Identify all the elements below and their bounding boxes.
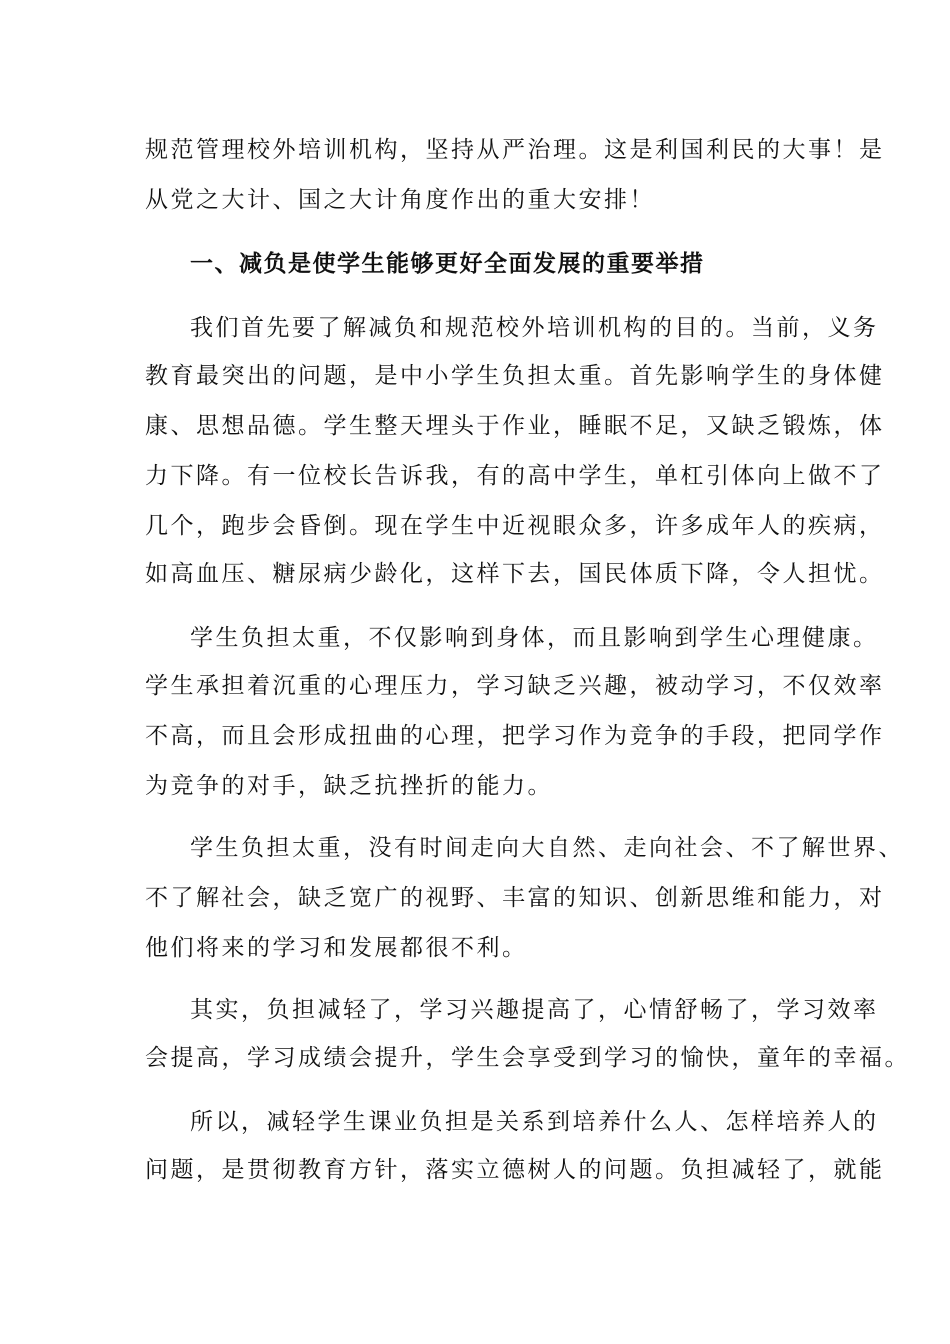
paragraph-1-line-6: 如高血压、糖尿病少龄化，这样下去，国民体质下降，令人担忧。 bbox=[145, 561, 885, 587]
paragraph-1-line-2: 教育最突出的问题，是中小学生负担太重。首先影响学生的身体健 bbox=[145, 363, 885, 389]
section-heading: 一、减负是使学生能够更好全面发展的重要举措 bbox=[190, 251, 705, 277]
paragraph-1-line-5: 几个，跑步会昏倒。现在学生中近视眼众多，许多成年人的疾病， bbox=[145, 513, 885, 539]
paragraph-5-line-2: 问题，是贯彻教育方针，落实立德树人的问题。负担减轻了，就能 bbox=[145, 1157, 885, 1183]
body-line-2: 从党之大计、国之大计角度作出的重大安排！ bbox=[145, 187, 655, 213]
paragraph-3-line-3: 他们将来的学习和发展都很不利。 bbox=[145, 935, 528, 961]
paragraph-2-line-2: 学生承担着沉重的心理压力，学习缺乏兴趣，被动学习，不仅效率 bbox=[145, 673, 885, 699]
body-line-1: 规范管理校外培训机构，坚持从严治理。这是利国利民的大事！是 bbox=[145, 137, 885, 163]
paragraph-2-line-4: 为竞争的对手，缺乏抗挫折的能力。 bbox=[145, 773, 553, 799]
paragraph-3-line-2: 不了解社会，缺乏宽广的视野、丰富的知识、创新思维和能力，对 bbox=[145, 885, 885, 911]
paragraph-5-line-1: 所以，减轻学生课业负担是关系到培养什么人、怎样培养人的 bbox=[190, 1109, 879, 1135]
paragraph-3-line-1: 学生负担太重，没有时间走向大自然、走向社会、不了解世界、 bbox=[190, 835, 904, 861]
paragraph-2-line-3: 不高，而且会形成扭曲的心理，把学习作为竞争的手段，把同学作 bbox=[145, 723, 885, 749]
paragraph-4-line-2: 会提高，学习成绩会提升，学生会享受到学习的愉快，童年的幸福。 bbox=[145, 1045, 910, 1071]
paragraph-4-line-1: 其实，负担减轻了，学习兴趣提高了，心情舒畅了，学习效率 bbox=[190, 997, 879, 1023]
paragraph-1-line-1: 我们首先要了解减负和规范校外培训机构的目的。当前，义务 bbox=[190, 315, 879, 341]
paragraph-1-line-4: 力下降。有一位校长告诉我，有的高中学生，单杠引体向上做不了 bbox=[145, 463, 885, 489]
paragraph-1-line-3: 康、思想品德。学生整天埋头于作业，睡眠不足，又缺乏锻炼，体 bbox=[145, 413, 885, 439]
paragraph-2-line-1: 学生负担太重，不仅影响到身体，而且影响到学生心理健康。 bbox=[190, 625, 879, 651]
